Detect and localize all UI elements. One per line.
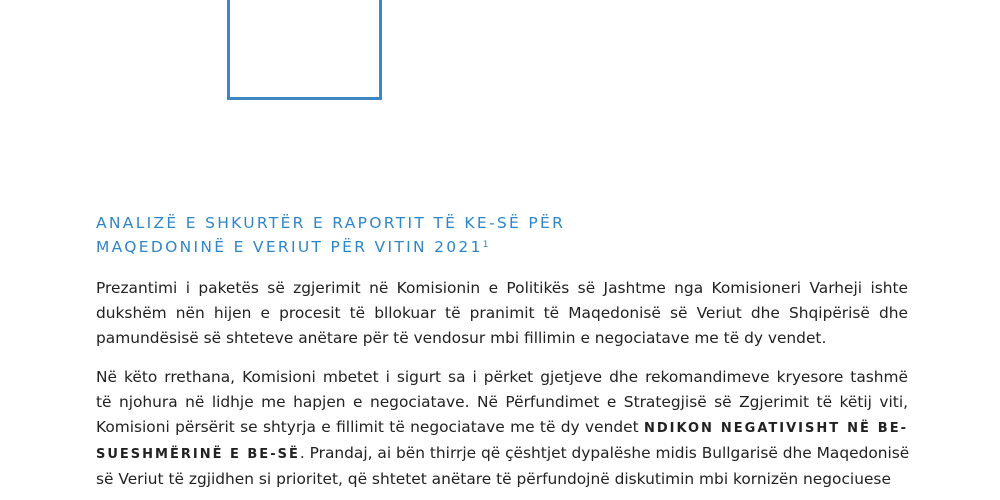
- paragraph-line: pamundësisë së shteteve anëtare për të vendosur mbi fillimin e negociatave me të dy vendet.: [96, 329, 827, 347]
- heading-line-2-text: MAQEDONINË E VERIUT PËR VITIN 2021: [96, 237, 483, 256]
- paragraph-line: dukshëm nën hijen e procesit të bllokuar të pranimit të Maqedonisë së Veriut dhe Shqipërisë dhe: [96, 304, 908, 322]
- paragraph-line: Në këto rrethana, Komisioni mbetet i sigurt sa i përket gjetjeve dhe rekomandimeve kryesore tashmë: [96, 368, 908, 386]
- section-heading: [96, 211, 565, 259]
- paragraph-line: [96, 441, 908, 467]
- paragraph-text: . Prandaj, ai bën thirrje që çështjet dypalëshe midis Bullgarisë dhe Maqedonisë: [299, 444, 910, 462]
- paragraph-line: [96, 415, 908, 441]
- paragraph-intro: [96, 276, 908, 351]
- paragraph-context: [96, 365, 908, 492]
- decorative-frame: [227, 0, 382, 100]
- paragraph-line: së Veriut të zgjidhen si prioritet, që shtetet anëtare të përfundojnë diskutimin mbi kornizën negociuese: [96, 470, 891, 488]
- paragraph-line: Prezantimi i paketës së zgjerimit në Komisionin e Politikës së Jashtme nga Komisioneri Varheji ishte: [96, 279, 908, 297]
- emphasis-text: NDIKON NEGATIVISHT NË BE-: [643, 421, 908, 436]
- footnote-marker: 1: [482, 239, 489, 250]
- heading-line-2: [96, 235, 565, 259]
- emphasis-text: SUESHMËRINË E BE-SË: [96, 447, 300, 462]
- heading-line-1: ANALIZË E SHKURTËR E RAPORTIT TË KE-SË PËR: [96, 213, 566, 232]
- body-text: [96, 276, 908, 500]
- paragraph-line: të njohura në lidhje me hapjen e negociatave. Në Përfundimet e Strategjisë së Zgjerimit të këtij viti,: [96, 393, 908, 411]
- paragraph-text: Komisioni përsërit se shtyrja e fillimit të negociatave me të dy vendet: [96, 418, 644, 436]
